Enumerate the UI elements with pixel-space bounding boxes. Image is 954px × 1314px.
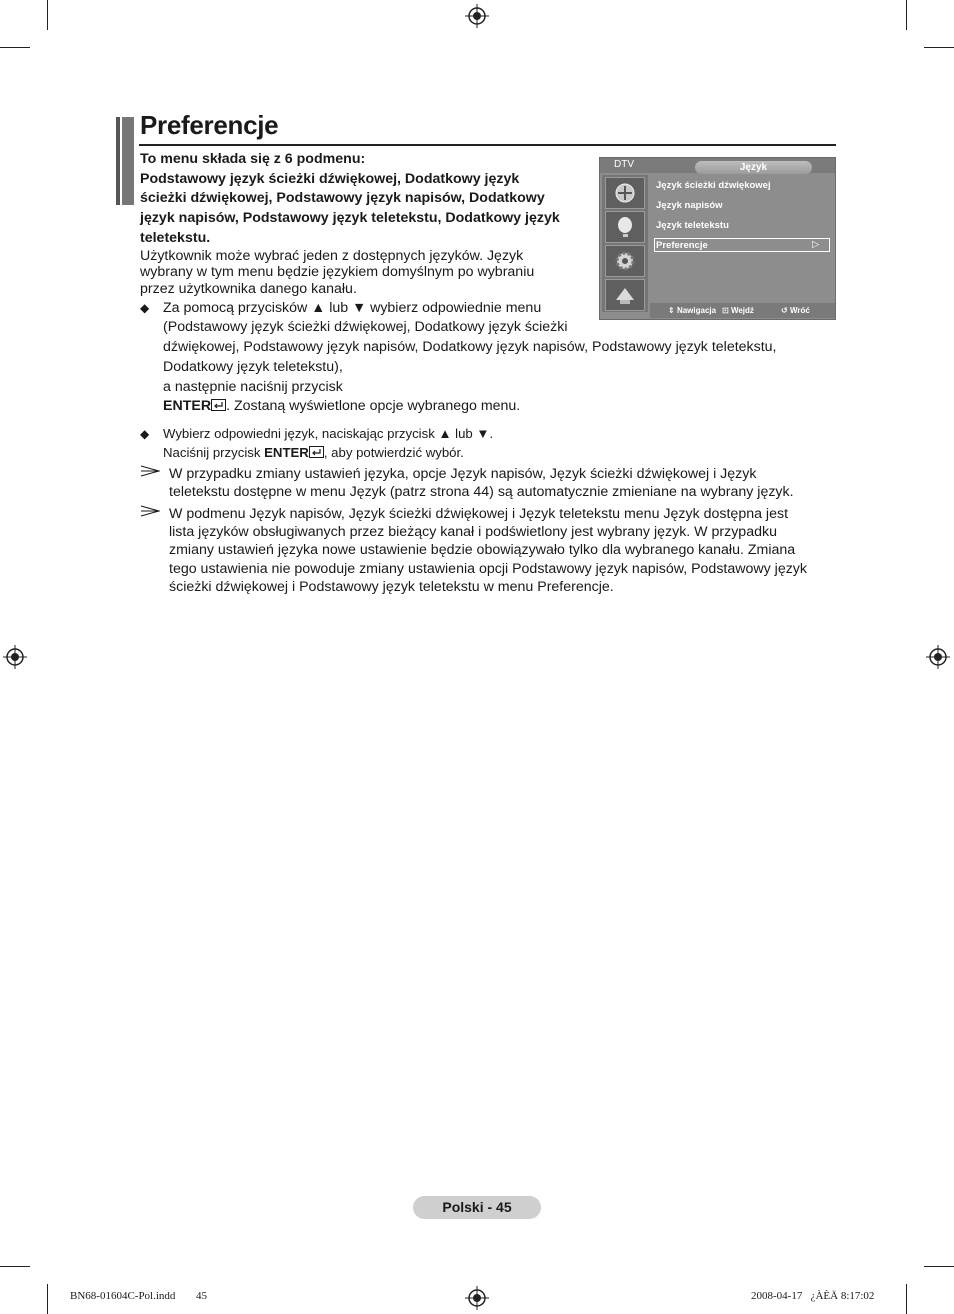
crop-mark: [924, 47, 954, 48]
registration-mark-icon: [926, 645, 950, 669]
step2-pre: Naciśnij przycisk: [163, 445, 265, 460]
note1-line: W przypadku zmiany ustawień języka, opcje Język napisów, Język ścieżki dźwiękowej i Język: [169, 466, 757, 482]
title-decoration: [116, 117, 134, 205]
note1-line: teletekstu dostępne w menu Język (patrz strona 44) są automatycznie zmieniane na wybrany język.: [169, 484, 794, 500]
tv-menu-item: Język teletekstu: [656, 220, 729, 231]
step1-enter-line: [163, 397, 520, 417]
step2-line: Wybierz odpowiedni język, naciskając przycisk ▲ lub ▼.: [163, 426, 494, 441]
title-rule: [139, 144, 836, 146]
hint-navigate-label: Nawigacja: [676, 306, 717, 315]
crop-mark: [47, 1284, 48, 1314]
intro-bold-line: Podstawowy język ścieżki dźwiękowej, Dodatkowy język: [140, 171, 520, 187]
slug-timestamp: 2008-04-17 ¿ÀÈÄ 8:17:02: [751, 1290, 875, 1302]
step1-line: Za pomocą przycisków ▲ lub ▼ wybierz odpowiednie menu: [163, 300, 542, 316]
hint-back-label: Wróć: [789, 306, 810, 315]
slug-file: BN68-01604C-Pol.indd: [70, 1290, 176, 1302]
tv-menu-item: Język ścieżki dźwiękowej: [656, 180, 771, 191]
diamond-bullet-icon: ◆: [140, 427, 150, 441]
note2-line: tego ustawienia nie powoduje zmiany ustawienia opcji Podstawowy język napisów, Podstawowy język: [169, 561, 807, 577]
note-arrow-icon: [140, 465, 160, 477]
step1-line: dźwiękowej, Podstawowy język napisów, Dodatkowy język napisów, Podstawowy język teletekstu,: [163, 339, 777, 355]
intro-plain-line: Użytkownik może wybrać jeden z dostępnych języków. Język: [140, 248, 524, 264]
step1-line: (Podstawowy język ścieżki dźwiękowej, Dodatkowy język ścieżki: [163, 319, 568, 335]
step1-after-enter: . Zostaną wyświetlone opcje wybranego menu.: [226, 398, 521, 414]
step1-line: a następnie naciśnij przycisk: [163, 379, 343, 395]
tv-menu-screenshot: [599, 157, 836, 320]
intro-plain-line: wybrany w tym menu będzie językiem domyślnym po wybraniu: [140, 264, 535, 280]
crop-mark: [0, 47, 30, 48]
crop-mark: [906, 1284, 907, 1314]
tv-hint-navigate: ⇕ Nawigacja: [668, 306, 717, 315]
enter-icon: [309, 446, 324, 458]
page-title: Preferencje: [140, 110, 279, 140]
enter-label: ENTER: [163, 398, 212, 414]
intro-bold-line: język napisów, Podstawowy język teletekstu, Dodatkowy język: [140, 210, 560, 226]
step2-enter-line: [163, 444, 464, 462]
slug-page: 45: [196, 1290, 207, 1302]
tv-menu-arrow-icon: ▷: [812, 239, 820, 250]
tv-menu-sidebar: [602, 175, 648, 312]
step2-post: , aby potwierdzić wybór.: [323, 445, 464, 460]
intro-line: To menu składa się z 6 podmenu:: [140, 151, 366, 167]
note-arrow-icon: [140, 505, 160, 517]
step1-line: Dodatkowy język teletekstu),: [163, 359, 343, 375]
page-number-badge: Polski - 45: [413, 1196, 541, 1219]
tv-menu-item: Język napisów: [656, 200, 723, 211]
crop-mark: [0, 1266, 30, 1267]
intro-bold-line: ścieżki dźwiękowej, Podstawowy język napisów, Dodatkowy: [140, 190, 545, 206]
tv-menu-header: Język: [695, 161, 812, 174]
picture-icon: [605, 211, 645, 243]
registration-mark-icon: [3, 645, 27, 669]
registration-mark-icon: [465, 4, 489, 28]
note2-line: ścieżki dźwiękowej i Podstawowy język teletekstu w menu Preferencje.: [169, 579, 614, 595]
enter-icon: [211, 399, 226, 411]
note2-line: W podmenu Język napisów, Język ścieżki dźwiękowej i Język teletekstu menu Język dostępna jest: [169, 506, 789, 522]
setup-icon: [605, 245, 645, 277]
registration-mark-icon: [465, 1286, 489, 1310]
channel-icon: [605, 279, 645, 311]
enter-label: ENTER: [264, 445, 309, 460]
intro-bold-line: teletekstu.: [140, 230, 211, 246]
tv-menu-item-selected: Preferencje: [656, 240, 708, 251]
crop-mark: [47, 0, 48, 30]
tv-source-label: DTV: [614, 159, 634, 170]
crop-mark: [924, 1266, 954, 1267]
note2-line: lista języków obsługiwanych przez bieżący kanał i podświetlony jest wybrany język. W przypadku: [169, 524, 777, 540]
hint-enter-label: Wejdź: [730, 306, 754, 315]
note2-line: zmiany ustawień języka nowe ustawienie będzie obowiązywało tylko dla wybranego kanału. Zmiana: [169, 542, 796, 558]
intro-plain-line: przez użytkownika danego kanału.: [140, 281, 357, 297]
crop-mark: [906, 0, 907, 30]
tv-hint-back: ↺ Wróć: [781, 306, 810, 315]
input-icon: [605, 177, 645, 209]
tv-hint-enter: ⊡ Wejdź: [722, 306, 754, 315]
diamond-bullet-icon: ◆: [140, 301, 150, 315]
